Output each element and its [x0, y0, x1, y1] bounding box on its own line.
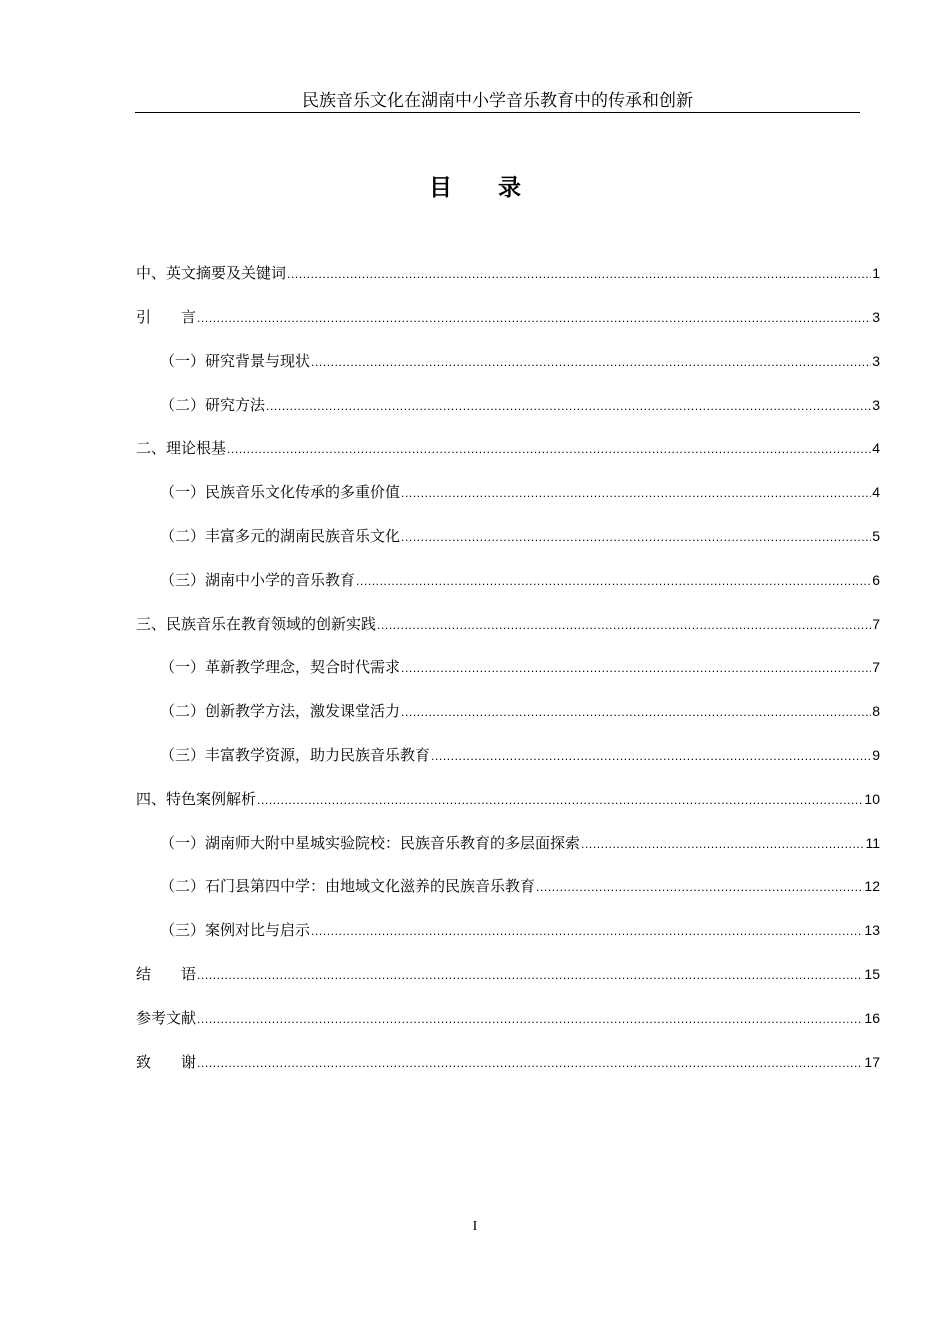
toc-entry-label: （二）研究方法 — [160, 396, 266, 414]
toc-entry-page: 1 — [872, 265, 880, 281]
toc-leader — [227, 438, 871, 460]
toc-entry-page: 17 — [864, 1054, 880, 1070]
toc-leader — [401, 526, 871, 548]
toc-entry-page: 3 — [872, 397, 880, 413]
toc-entry-page: 4 — [872, 484, 880, 500]
toc-entry-page: 6 — [872, 572, 880, 588]
toc-entry-background[interactable] — [160, 350, 880, 373]
toc-entry-case-studies[interactable] — [136, 788, 880, 811]
toc-entry-page: 3 — [872, 309, 880, 325]
toc-entry-page: 10 — [864, 791, 880, 807]
toc-entry-teaching-resources[interactable] — [160, 744, 880, 767]
toc-entry-page: 4 — [872, 440, 880, 456]
toc-entry-label: （二）丰富多元的湖南民族音乐文化 — [160, 527, 401, 545]
toc-entry-page: 5 — [872, 528, 880, 544]
running-header — [135, 90, 860, 113]
toc-leader — [197, 964, 863, 986]
toc-entry-values[interactable] — [160, 481, 880, 504]
toc-entry-label: 引 言 — [136, 308, 197, 326]
toc-entry-page: 3 — [872, 353, 880, 369]
toc-entry-label: 结 语 — [136, 965, 197, 983]
toc-entry-case-shimen[interactable] — [160, 875, 880, 898]
toc-entry-label: （二）创新教学方法，激发课堂活力 — [160, 702, 401, 720]
toc-entry-case-xingcheng[interactable] — [160, 832, 880, 855]
toc-entry-label: （二）石门县第四中学：由地域文化滋养的民族音乐教育 — [160, 877, 536, 895]
toc-entry-teaching-methods[interactable] — [160, 700, 880, 723]
toc-leader — [311, 351, 871, 373]
toc-leader — [536, 876, 863, 898]
toc-entry-label: 三、民族音乐在教育领域的创新实践 — [136, 615, 377, 633]
toc-entry-label: （三）湖南中小学的音乐教育 — [160, 571, 356, 589]
toc-entry-label: （一）湖南师大附中星城实验院校：民族音乐教育的多层面探索 — [160, 834, 581, 852]
toc-entry-page: 12 — [864, 878, 880, 894]
toc-entry-references[interactable] — [136, 1007, 880, 1030]
toc-leader — [401, 657, 871, 679]
toc-entry-label: （三）丰富教学资源，助力民族音乐教育 — [160, 746, 431, 764]
toc-entry-label: （三）案例对比与启示 — [160, 921, 311, 939]
toc-leader — [401, 701, 871, 723]
toc-leader — [197, 307, 871, 329]
toc-entry-school-education[interactable] — [160, 569, 880, 592]
toc-entry-abstract[interactable] — [136, 262, 880, 285]
toc-entry-label: 四、特色案例解析 — [136, 790, 257, 808]
toc-entry-methods[interactable] — [160, 394, 880, 417]
toc-leader — [581, 833, 864, 855]
running-header-title: 民族音乐文化在湖南中小学音乐教育中的传承和创新 — [302, 91, 693, 111]
toc-entry-label: 二、理论根基 — [136, 439, 227, 457]
toc-entry-label: 中、英文摘要及关键词 — [136, 264, 287, 282]
toc-entry-page: 9 — [872, 747, 880, 763]
toc-entry-conclusion[interactable] — [136, 963, 880, 986]
page-number: I — [472, 1219, 478, 1234]
toc-entry-label: 致 谢 — [136, 1053, 197, 1071]
toc-entry-page: 8 — [872, 703, 880, 719]
toc-entry-label: （一）研究背景与现状 — [160, 352, 311, 370]
toc-leader — [377, 614, 871, 636]
toc-entry-page: 16 — [864, 1010, 880, 1026]
toc-entry-case-comparison[interactable] — [160, 919, 880, 942]
toc-leader — [311, 920, 863, 942]
toc-entry-acknowledgements[interactable] — [136, 1051, 880, 1074]
toc-title-right: 录 — [498, 175, 521, 201]
toc-entry-introduction[interactable] — [136, 306, 880, 329]
toc-entry-page: 15 — [864, 966, 880, 982]
toc-entry-page: 7 — [872, 616, 880, 632]
toc-leader — [266, 395, 871, 417]
toc-leader — [197, 1008, 863, 1030]
toc-leader — [287, 263, 871, 285]
toc-title — [0, 172, 950, 204]
toc-entry-page: 11 — [865, 835, 880, 851]
toc-entry-page: 7 — [872, 659, 880, 675]
toc-entry-label: （一）民族音乐文化传承的多重价值 — [160, 483, 401, 501]
toc-title-left: 目 — [429, 175, 452, 201]
toc-entry-hunan-culture[interactable] — [160, 525, 880, 548]
toc-leader — [401, 482, 871, 504]
toc-entry-innovation[interactable] — [136, 613, 880, 636]
toc-leader — [356, 570, 871, 592]
toc-leader — [257, 789, 863, 811]
toc-entry-label: 参考文献 — [136, 1009, 197, 1027]
toc-entry-teaching-philosophy[interactable] — [160, 656, 880, 679]
toc-leader — [197, 1052, 863, 1074]
toc-entry-theory[interactable] — [136, 437, 880, 460]
toc-leader — [431, 745, 871, 767]
toc-entry-page: 13 — [864, 922, 880, 938]
toc-entry-label: （一）革新教学理念，契合时代需求 — [160, 658, 401, 676]
